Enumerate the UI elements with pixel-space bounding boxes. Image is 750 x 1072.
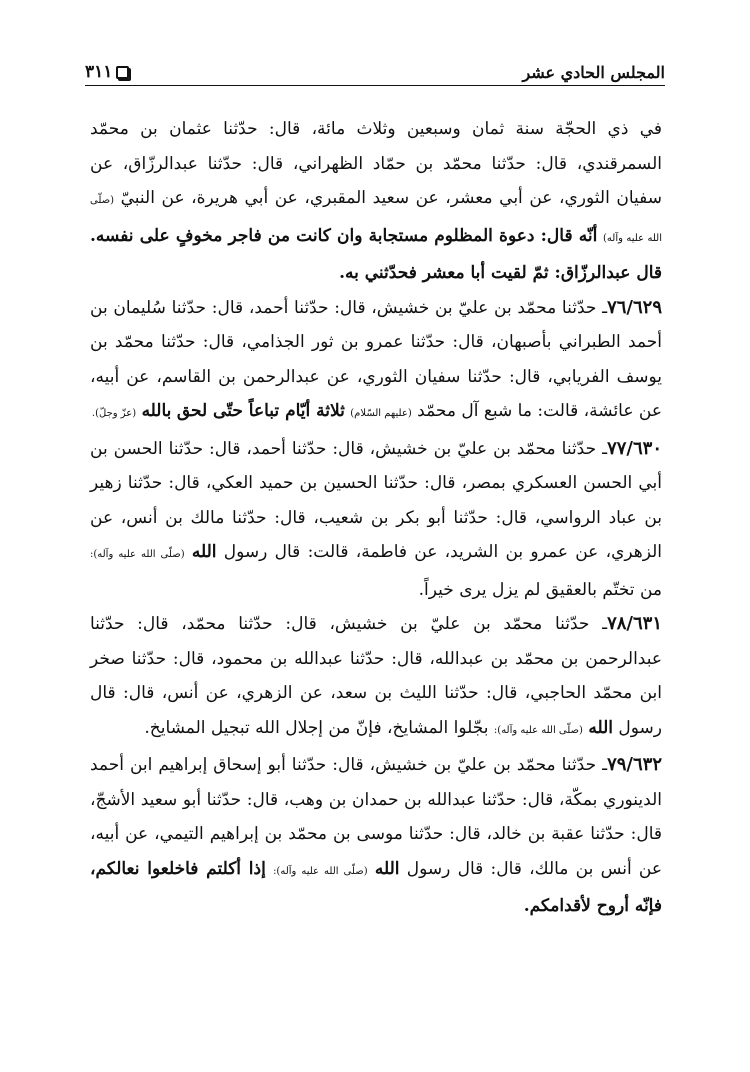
salawat-mark: (عزّ وجلّ). <box>91 408 137 419</box>
text-run: الله <box>588 717 613 738</box>
chapter-title: المجلس الحادي عشر <box>522 63 665 82</box>
salawat-mark: (صلّى الله عليه وآله): <box>273 865 368 877</box>
page-header <box>85 52 665 82</box>
text-run: ـ حدّثنا محمّد بن عليّ بن خشيش، قال: حدّثنا أحمد، قال: حدّثنا سُليمان بن أحمد الطبراني بأصبهان، قال: حدّثنا عمرو بن ثور الجذامي، قال: حدّثنا محمّد بن يوسف الفريابي، قال: حدّثنا سفيان الثوري، عن عبدالرحمن بن القاسم، عن أبيه، عن عائشة، قالت: ما شبع آل محمّد <box>90 297 662 421</box>
page-number: ٣١١ <box>85 62 113 82</box>
text-run: ـ حدّثنا محمّد بن عليّ بن خشيش، قال: حدّثنا أحمد، قال: حدّثنا الحسن بن أبي الحسن العسكري بمصر، قال: حدّثنا الحسين بن حميد العكي، قال: حدّثنا زهير بن عباد الرواسي، قال: حدّثنا أبو بكر بن شعيب، قال: حدّثنا مالك بن أنس، عن الزهري، عن عمرو بن الشريد، عن فاطمة، قالت: قال رسول <box>90 438 663 562</box>
paragraph-5 <box>90 748 662 924</box>
text-run: من تختّم بالعقيق لم يزل يرى خيراً. <box>418 579 662 600</box>
text-run: أنّه قال: دعوة المظلوم مستجابة وان كانت من فاجر مخوفٍ على نفسه. قال عبدالرزّاق: ثمّ لقيت أبا معشر فحدّثني به. <box>90 225 662 283</box>
hadith-number: ٧٩/٦٣٢ <box>607 754 662 775</box>
paragraph-2 <box>90 291 662 432</box>
text-run: في ذي الحجّة سنة ثمان وسبعين وثلاث مائة، قال: حدّثنا عثمان بن محمّد السمرقندي، قال: حدّثنا محمّد بن حمّاد الظهراني، قال: حدّثنا عبدالرزّاق، عن سفيان الثوري، عن أبي معشر، عن سعيد المقبري، عن أبي هريرة، عن النبيّ <box>90 119 662 208</box>
salawat-mark: (صلّى الله عليه وآله) <box>90 195 662 244</box>
text-run: إذا أكلتم فاخلعوا نعالكم، فإنّه أروح لأقدامكم. <box>90 858 662 916</box>
hadith-number: ٧٨/٦٣١ <box>607 613 662 634</box>
salawat-mark: (عليهم السّلام) <box>350 408 412 419</box>
page-box-icon <box>116 66 129 79</box>
text-run: بجّلوا المشايخ، فإنّ من إجلال الله تبجيل المشايخ. <box>144 717 489 738</box>
hadith-number: ٧٦/٦٢٩ <box>607 296 662 318</box>
text-run: ثلاثة أيّام تباعاً حتّى لحق <box>176 401 345 421</box>
text-run: ـ حدّثنا محمّد بن عليّ بن خشيش، قال: حدّثنا محمّد، قال: حدّثنا عبدالرحمن بن محمّد بن عبدالله، قال: حدّثنا عبدالله بن محمود، قال: حدّثنا صخر ابن محمّد الحاجبي، قال: حدّثنا الليث بن سعد، عن الزهري، عن أنس، قال: قال رسول <box>90 614 662 738</box>
salawat-mark: (صلّى الله عليه وآله): <box>493 724 583 736</box>
paragraph-4 <box>90 607 662 748</box>
page-number-block <box>85 62 129 82</box>
text-run: الله <box>191 542 217 562</box>
body-text <box>90 112 662 924</box>
text-run: الله <box>374 858 400 879</box>
hadith-number: ٧٧/٦٣٠ <box>607 437 662 459</box>
salawat-mark: (صلّى الله عليه وآله): <box>90 549 185 560</box>
text-run: ـ حدّثنا محمّد بن عليّ بن خشيش، قال: حدّثنا أبو إسحاق إبراهيم ابن أحمد الدينوري بمكّة، قال: حدّثنا عبدالله بن حمدان بن وهب، قال: حدّثنا أبو سعيد الأشجّ، قال: حدّثنا عقبة بن خالد، قال: حدّثنا موسى بن محمّد بن إبراهيم التيمي، عن أبيه، عن أنس بن مالك، قال: قال رسول <box>90 755 663 879</box>
text-run: بالله <box>141 401 172 421</box>
header-divider <box>85 85 665 86</box>
paragraph-3 <box>90 432 662 608</box>
paragraph-1 <box>90 112 662 291</box>
